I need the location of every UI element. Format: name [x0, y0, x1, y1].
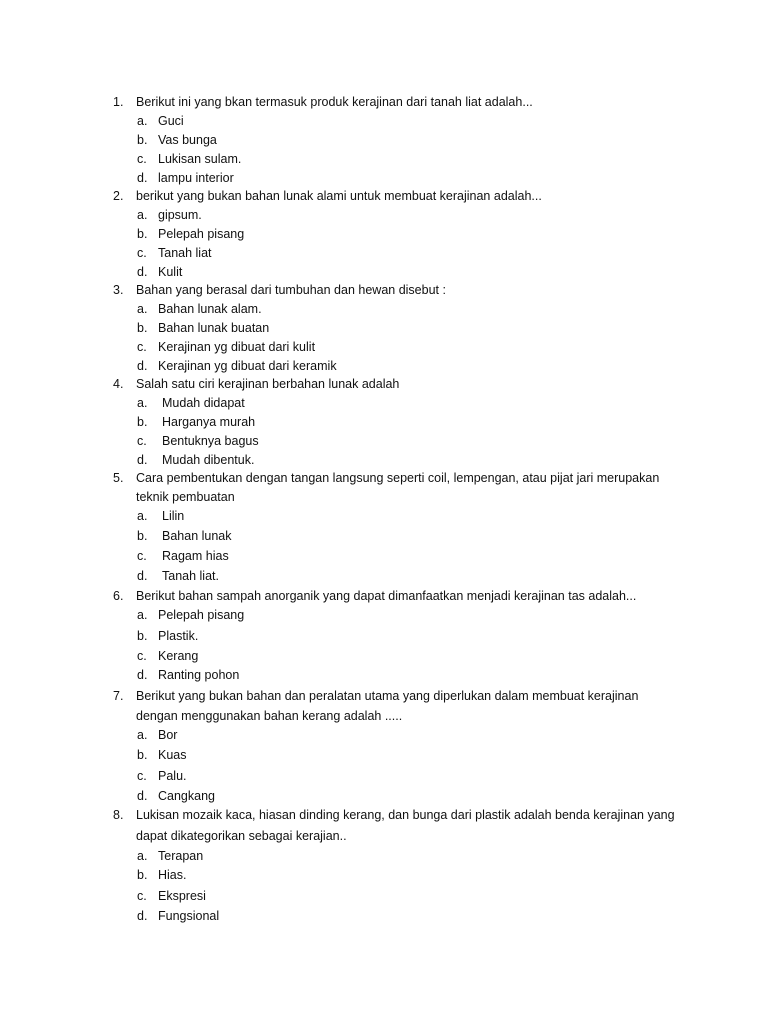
option-letter: b.	[137, 227, 148, 241]
option-text: Guci	[158, 114, 184, 128]
question-text: teknik pembuatan	[136, 490, 235, 504]
option-text: Bentuknya bagus	[162, 434, 259, 448]
option-letter: d.	[137, 789, 148, 803]
option-letter: c.	[137, 649, 147, 663]
option-text: Mudah didapat	[162, 396, 245, 410]
option-text: Kulit	[158, 265, 183, 279]
option-text: Lilin	[162, 509, 185, 523]
option-text: Pelepah pisang	[158, 608, 245, 622]
question-text: Cara pembentukan dengan tangan langsung seperti coil, lempengan, atau pijat jari merupakan	[136, 471, 660, 485]
option-letter: d.	[137, 171, 148, 185]
option-letter: a.	[137, 509, 148, 523]
question-text: dapat dikategorikan sebagai kerajian..	[136, 829, 347, 843]
option-letter: d.	[137, 453, 148, 467]
question-text: berikut yang bukan bahan lunak alami untuk membuat kerajinan adalah...	[136, 189, 542, 203]
option-letter: c.	[137, 889, 147, 903]
option-letter: b.	[137, 868, 148, 882]
option-text: Kerajinan yg dibuat dari kulit	[158, 340, 316, 354]
question-number: 3.	[113, 283, 124, 297]
option-letter: b.	[137, 748, 148, 762]
option-letter: b.	[137, 133, 148, 147]
option-text: Mudah dibentuk.	[162, 453, 255, 467]
option-text: Tanah liat	[158, 246, 212, 260]
option-letter: a.	[137, 114, 148, 128]
question-number: 8.	[113, 808, 124, 822]
option-text: Bahan lunak buatan	[158, 321, 270, 335]
option-text: Bahan lunak alam.	[158, 302, 262, 316]
option-letter: c.	[137, 434, 147, 448]
option-text: Kuas	[158, 748, 187, 762]
option-text: Cangkang	[158, 789, 215, 803]
option-text: Ekspresi	[158, 889, 206, 903]
option-letter: a.	[137, 302, 148, 316]
option-text: Hias.	[158, 868, 187, 882]
option-letter: a.	[137, 849, 148, 863]
question-number: 6.	[113, 589, 124, 603]
option-letter: d.	[137, 909, 148, 923]
question-text: Berikut yang bukan bahan dan peralatan utama yang diperlukan dalam membuat kerajinan	[136, 689, 639, 703]
question-number: 7.	[113, 689, 124, 703]
option-letter: c.	[137, 769, 147, 783]
question-number: 1.	[113, 95, 124, 109]
option-text: Plastik.	[158, 629, 199, 643]
option-letter: d.	[137, 668, 148, 682]
question-text: dengan menggunakan bahan kerang adalah .....	[136, 709, 403, 723]
question-number: 5.	[113, 471, 124, 485]
question-text: Berikut ini yang bkan termasuk produk kerajinan dari tanah liat adalah...	[136, 95, 533, 109]
option-letter: a.	[137, 728, 148, 742]
option-letter: c.	[137, 549, 147, 563]
question-number: 4.	[113, 377, 124, 391]
option-text: gipsum.	[158, 208, 202, 222]
option-text: Bor	[158, 728, 178, 742]
option-text: lampu interior	[158, 171, 234, 185]
option-letter: c.	[137, 340, 147, 354]
option-text: Kerang	[158, 649, 199, 663]
option-text: Pelepah pisang	[158, 227, 245, 241]
option-text: Ranting pohon	[158, 668, 240, 682]
option-text: Palu.	[158, 769, 187, 783]
option-text: Tanah liat.	[162, 569, 219, 583]
option-text: Fungsional	[158, 909, 220, 923]
option-text: Kerajinan yg dibuat dari keramik	[158, 359, 337, 373]
option-letter: d.	[137, 569, 148, 583]
option-letter: d.	[137, 265, 148, 279]
question-text: Salah satu ciri kerajinan berbahan lunak adalah	[136, 377, 400, 391]
option-letter: b.	[137, 629, 148, 643]
question-text: Lukisan mozaik kaca, hiasan dinding kerang, dan bunga dari plastik adalah benda kerajinan yang	[136, 808, 675, 822]
option-letter: b.	[137, 321, 148, 335]
option-text: Lukisan sulam.	[158, 152, 242, 166]
option-letter: b.	[137, 415, 148, 429]
option-text: Terapan	[158, 849, 204, 863]
option-text: Harganya murah	[162, 415, 256, 429]
option-letter: a.	[137, 208, 148, 222]
option-letter: d.	[137, 359, 148, 373]
question-text: Bahan yang berasal dari tumbuhan dan hewan disebut :	[136, 283, 446, 297]
option-letter: b.	[137, 529, 148, 543]
question-number: 2.	[113, 189, 124, 203]
option-letter: a.	[137, 396, 148, 410]
option-letter: c.	[137, 152, 147, 166]
question-text: Berikut bahan sampah anorganik yang dapat dimanfaatkan menjadi kerajinan tas adalah...	[136, 589, 637, 603]
option-text: Vas bunga	[158, 133, 217, 147]
option-letter: a.	[137, 608, 148, 622]
option-text: Bahan lunak	[162, 529, 232, 543]
option-text: Ragam hias	[162, 549, 229, 563]
option-letter: c.	[137, 246, 147, 260]
